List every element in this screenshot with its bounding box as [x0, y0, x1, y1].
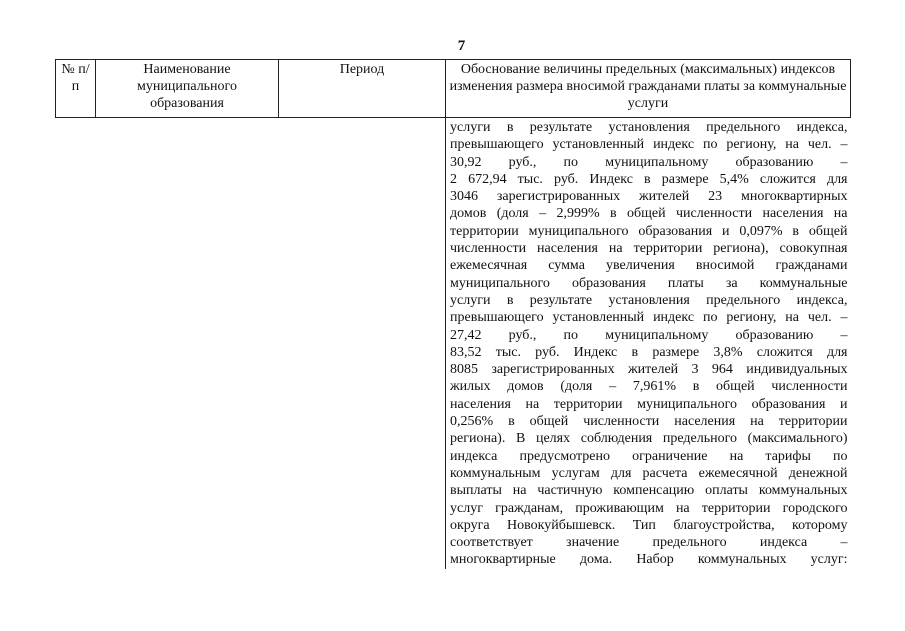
- justification-line: ежемесячная сумма увеличения вносимой гражданами: [450, 258, 848, 274]
- justification-line: превышающего установленный индекс по региону, на чел. –: [450, 137, 848, 153]
- justification-line: коммунальным услугам для расчета ежемесячной денежной: [450, 465, 848, 481]
- justification-line: 30,92 руб., по муниципальному образованию –: [450, 154, 848, 170]
- justification-line: муниципального образования платы за коммунальные: [450, 275, 848, 291]
- justification-line: 83,52 тыс. руб. Индекс в размере 3,8% сложится для: [450, 344, 848, 360]
- tariff-index-table: [55, 59, 851, 569]
- justification-line: территории муниципального образования и 0,097% в общей: [450, 223, 848, 239]
- column-header-period: Период: [279, 60, 446, 118]
- justification-line: округа Новокуйбышевск. Тип благоустройства, которому: [450, 517, 848, 533]
- justification-line: численности населения на территории региона), совокупная: [450, 241, 848, 257]
- justification-line: выплаты на частичную компенсацию оплаты коммунальных: [450, 483, 848, 499]
- column-header-number: № п/п: [56, 60, 96, 118]
- cell-municipality: [96, 118, 279, 569]
- justification-line: услуги в результате установления предельного индекса,: [450, 292, 848, 308]
- justification-line: населения на территории муниципального образования и: [450, 396, 848, 412]
- justification-line: 27,42 руб., по муниципальному образованию –: [450, 327, 848, 343]
- cell-justification: [446, 118, 851, 569]
- justification-line: 3046 зарегистрированных жителей 23 многоквартирных: [450, 189, 848, 205]
- justification-line: 8085 зарегистрированных жителей 3 964 индивидуальных: [450, 362, 848, 378]
- justification-line: региона). В целях соблюдения предельного (максимального): [450, 431, 848, 447]
- justification-line: многоквартирные дома. Набор коммунальных услуг:: [450, 552, 848, 568]
- justification-line: услуг гражданам, проживающим на территории городского: [450, 500, 848, 516]
- justification-line: индекса предусмотрено ограничение на тарифы по: [450, 448, 848, 464]
- justification-line: превышающего установленный индекс по региону, на чел. –: [450, 310, 848, 326]
- justification-line: жилых домов (доля – 7,961% в общей численности: [450, 379, 848, 395]
- justification-text: [446, 118, 851, 569]
- page-number: 7: [457, 38, 466, 54]
- cell-number: [56, 118, 96, 569]
- justification-line: домов (доля – 2,999% в общей численности населения на: [450, 206, 848, 222]
- cell-period: [279, 118, 446, 569]
- table-header-row: [56, 60, 851, 118]
- justification-line: услуги в результате установления предельного индекса,: [450, 120, 848, 135]
- column-header-municipality: Наименование муниципального образования: [96, 60, 279, 118]
- justification-line: соответствует значение предельного индекса –: [450, 535, 848, 551]
- column-header-justification: Обоснование величины предельных (максимальных) индексов изменения размера вносимой гражданами платы за коммунальные услуги: [446, 60, 851, 118]
- justification-line: 0,256% в общей численности населения на территории: [450, 414, 848, 430]
- table-row: [56, 118, 851, 569]
- justification-line: 2 672,94 тыс. руб. Индекс в размере 5,4% сложится для: [450, 171, 848, 187]
